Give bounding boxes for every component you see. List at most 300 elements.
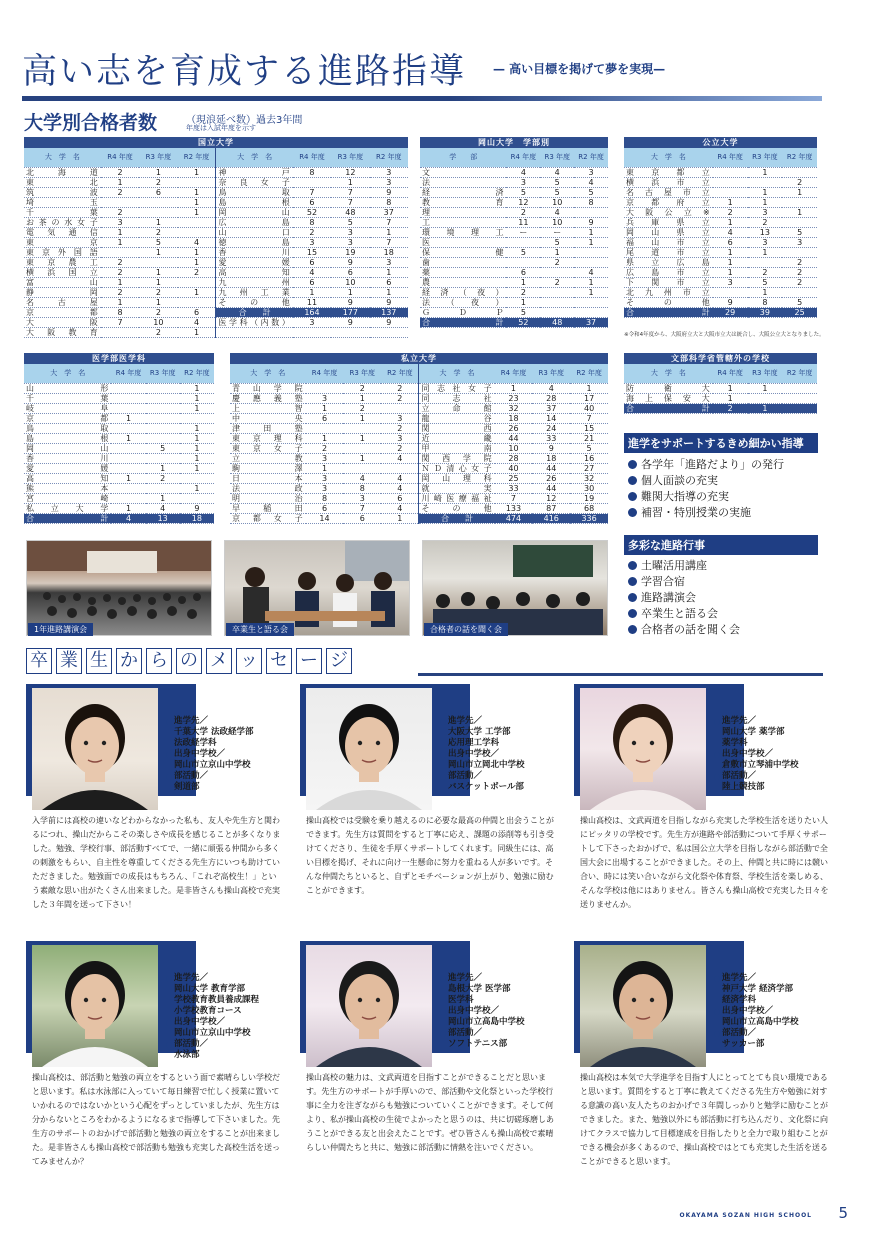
- count-r2: 4: [381, 503, 419, 513]
- count-r2: 9: [370, 297, 408, 307]
- alumni-talk-photo: [224, 540, 410, 636]
- count-r2: 4: [574, 177, 608, 187]
- table-row: [624, 167, 817, 177]
- univ-name: 防衛大: [626, 383, 711, 393]
- count-r2: 3: [381, 413, 419, 423]
- bullet-icon: [628, 460, 637, 469]
- univ-name: 合 計: [626, 403, 711, 413]
- count-r3: [748, 257, 783, 267]
- private-table: [230, 353, 608, 524]
- count-r4: 3: [506, 177, 540, 187]
- univ-name: 東京女子: [232, 443, 304, 453]
- table-row: [420, 267, 608, 277]
- alumni-portrait-art: [306, 688, 432, 810]
- alumni-portrait: [580, 945, 706, 1067]
- count-r3: ー: [540, 227, 574, 237]
- count-r4: 6: [293, 277, 331, 287]
- count-r3: 2: [139, 287, 177, 297]
- univ-name: 電気通信: [26, 227, 99, 237]
- univ-name: 宮崎: [26, 493, 110, 503]
- count-r2: 5: [782, 297, 817, 307]
- count-r4: 4: [506, 167, 540, 177]
- col-head-r4: R4 年度: [101, 148, 139, 167]
- event-item: [628, 605, 718, 621]
- count-r3: 7: [331, 197, 369, 207]
- school-value: 岡山市立高島中学校: [722, 1017, 799, 1027]
- count-r2: [574, 247, 608, 257]
- alumni-message: 操山高校は、文武両道を目指しながら充実した学校生活を送りたい人にピッタリの学校です。先生方が進路や部活動について手厚くサポートして下さったおかげで、私は国公立大学を目指しながら部活動で全国大会に出場することができました。その上、仲間と共に時には競い合い、時には笑い合いながら文化祭や体育祭、学校生活を楽しめる、そんな学校は他にはありません。皆さんも操山高校で充実した日々を送りませんか。: [580, 816, 829, 909]
- count-r3: 10: [540, 197, 574, 207]
- count-r3: 2: [540, 257, 574, 267]
- univ-name: 合 計: [422, 317, 505, 327]
- count-r3: 28: [532, 393, 570, 403]
- count-r3: 4: [532, 383, 570, 393]
- count-r3: 6: [139, 187, 177, 197]
- dest-line2: 学校教育教員養成課程: [174, 995, 260, 1005]
- table-row: [24, 443, 214, 453]
- table-row: [24, 393, 214, 403]
- count-r2: 3: [370, 177, 408, 187]
- univ-name: 法: [420, 177, 506, 187]
- medschool-table: [24, 353, 214, 524]
- count-r3: 10: [139, 317, 177, 327]
- count-r2: 9: [574, 217, 608, 227]
- count-r4: [713, 177, 748, 187]
- count-r3: 8: [748, 297, 783, 307]
- bullet-icon: [166, 719, 172, 725]
- club-value: 水泳部: [174, 1050, 200, 1060]
- club-label-row: [714, 1028, 799, 1039]
- count-r2: 7: [570, 413, 608, 423]
- count-r2: 1: [782, 187, 817, 197]
- count-r2: 37: [370, 207, 408, 217]
- count-r3: [540, 287, 574, 297]
- count-r2: 18: [370, 247, 408, 257]
- univ-name: 高知: [216, 267, 293, 277]
- univ-name: 工: [420, 217, 506, 227]
- table-row: [24, 413, 214, 423]
- count-r3: [540, 297, 574, 307]
- count-r3: 19: [331, 247, 369, 257]
- event-item: [628, 573, 685, 589]
- dest-label: 進学先／: [448, 716, 483, 726]
- count-r2: [782, 167, 817, 177]
- count-r3: 10: [331, 277, 369, 287]
- count-r2: 30: [570, 483, 608, 493]
- table-row: [230, 383, 608, 393]
- table-row: [24, 287, 408, 297]
- table-row: [624, 277, 817, 287]
- count-r3: [748, 393, 783, 403]
- event-item: [628, 557, 707, 573]
- univ-name: 就実: [419, 483, 495, 493]
- count-r4: [506, 257, 540, 267]
- count-r3: 5: [540, 177, 574, 187]
- univ-name: 明治: [232, 493, 304, 503]
- count-r2: 1: [180, 433, 214, 443]
- bullet-icon: [628, 508, 637, 517]
- count-r2: 2: [381, 443, 419, 453]
- univ-name: 徳島: [216, 237, 293, 247]
- univ-name: 青山学院: [232, 383, 304, 393]
- count-r4: 3: [293, 237, 331, 247]
- count-r3: 3: [343, 493, 381, 503]
- count-r2: [381, 403, 419, 413]
- count-r4: 1: [101, 177, 139, 187]
- count-r3: 5: [139, 237, 177, 247]
- alumni-message: 操山高校は本気で大学進学を目指す人にとってとても良い環境であると思います。質問をすると丁寧に教えてくださる先生方や勉強に対する意識の高い友人たちのおかげで３年間しっかりと勉学に励むことができました。また、勉強以外にも部活動に打ち込んだり、文化祭に向けてクラスで協力して目標達成を目指したりと全力で取り組むことができる機会が多くあるので、操山高校ではとても充実した生活を送ることができると思います。: [580, 1073, 828, 1166]
- univ-name: 環境理工: [422, 227, 505, 237]
- private-table-title: 私立大学: [230, 353, 608, 364]
- count-r2: 1: [370, 227, 408, 237]
- table-row: [420, 167, 608, 177]
- count-r2: [180, 413, 214, 423]
- event-item-label: 合格者の話を聞く会: [641, 623, 740, 636]
- count-r3: 1: [748, 187, 783, 197]
- count-r2: 4: [381, 483, 419, 493]
- alumni-card: [26, 684, 286, 944]
- count-r3: 1: [139, 277, 177, 287]
- count-r2: 1: [178, 207, 216, 217]
- count-r4: 8: [306, 493, 344, 503]
- table-row: [624, 187, 817, 197]
- univ-name: 愛媛: [26, 463, 110, 473]
- alumni-card: [26, 941, 286, 1201]
- univ-name: 同志社: [419, 393, 495, 403]
- univ-name: 神戸: [216, 167, 293, 177]
- count-r2: 9: [180, 503, 214, 513]
- school-label-row: [166, 1017, 259, 1028]
- univ-name: 北海道: [26, 167, 99, 177]
- univ-name: 日本: [232, 473, 304, 483]
- alumni-card: [300, 941, 560, 1201]
- alumni-portrait-art: [580, 945, 706, 1067]
- count-r3: 1: [748, 197, 783, 207]
- table-row: [230, 413, 608, 423]
- count-r2: 2: [782, 177, 817, 187]
- school-label-row: [440, 1006, 525, 1017]
- table-row: [24, 433, 214, 443]
- alumni-card: [574, 684, 834, 944]
- count-r3: [540, 267, 574, 277]
- messages-title: [26, 648, 352, 674]
- count-r3: 1: [139, 247, 177, 257]
- count-r4: 44: [495, 433, 533, 443]
- section-title: 大学別合格者数: [24, 112, 158, 134]
- event-item-label: 卒業生と語る会: [641, 607, 718, 620]
- count-r3: 4: [146, 503, 180, 513]
- count-r3: 1: [146, 493, 180, 503]
- univ-name: 名古屋: [26, 297, 99, 307]
- count-r4: 6: [306, 503, 344, 513]
- table-row: [230, 393, 608, 403]
- count-r4: 52: [506, 317, 540, 327]
- table-row: [24, 237, 408, 247]
- school-value: 岡山市立京山中学校: [174, 760, 251, 770]
- col-head-name: 大 学 名: [419, 364, 495, 383]
- count-r4: 52: [293, 207, 331, 217]
- count-r4: 9: [713, 297, 748, 307]
- page-number: 5: [838, 1204, 848, 1222]
- count-r3: 13: [748, 227, 783, 237]
- alumni-info: [440, 973, 525, 1050]
- count-r4: [111, 393, 145, 403]
- count-r3: 87: [532, 503, 570, 513]
- count-r3: [146, 433, 180, 443]
- event-item: [628, 589, 696, 605]
- school-label-row: [714, 749, 799, 760]
- univ-name: 奈良女子: [216, 177, 293, 187]
- count-r2: 4: [178, 237, 216, 247]
- count-r2: 6: [178, 307, 216, 317]
- count-r2: 3: [782, 237, 817, 247]
- dest-line2: 応用理工学科: [448, 738, 500, 748]
- messages-title-char: ッ: [236, 648, 262, 674]
- univ-name: 立命館: [419, 403, 495, 413]
- col-head-r4: R4 年度: [506, 148, 540, 167]
- support-item: [628, 472, 718, 488]
- count-r2: 8: [370, 197, 408, 207]
- count-r3: 1: [343, 413, 381, 423]
- table-row: [420, 297, 608, 307]
- col-head-r2: R2 年度: [180, 364, 214, 383]
- count-r4: [111, 463, 145, 473]
- count-r3: 48: [331, 207, 369, 217]
- messages-title-char: 業: [56, 648, 82, 674]
- count-r4: [713, 187, 748, 197]
- count-r3: 24: [532, 423, 570, 433]
- total-row: [624, 307, 817, 317]
- count-r2: 3: [370, 167, 408, 177]
- table-row: [24, 267, 408, 277]
- table-row: [624, 237, 817, 247]
- alumni-portrait-art: [32, 688, 158, 810]
- page-title: 高い志を育成する進路指導: [22, 52, 467, 92]
- count-r2: 32: [570, 473, 608, 483]
- univ-name: 慶應義塾: [232, 393, 304, 403]
- univ-name: 山形: [26, 383, 110, 393]
- table-row: [420, 187, 608, 197]
- univ-name: 大阪公立※: [626, 207, 711, 217]
- count-r3: 9: [331, 317, 369, 327]
- univ-name: 理: [420, 207, 506, 217]
- count-r4: 2: [293, 227, 331, 237]
- count-r3: 2: [146, 473, 180, 483]
- count-r2: 18: [180, 513, 214, 523]
- bullet-icon: [166, 774, 172, 780]
- count-r2: 3: [574, 167, 608, 177]
- count-r4: 3: [306, 483, 344, 493]
- count-r2: 1: [178, 167, 216, 177]
- alumni-message: 操山高校の魅力は、文武両道を目指すことができることだと思います。先生方のサポートが手厚いので、部活動や文化祭といった学校行事に全力を注ぎながらも勉強についていくことができます。そして何より、私が操山高校の生徒でよかったと思うのは、共に切磋琢磨しあうことができる友と出会えたことです。ぜひ皆さんも操山高校で素晴らしい仲間たちと共に、勉強に部活動に情熱を注いでください。: [306, 1073, 554, 1152]
- school-label-row: [440, 749, 525, 760]
- count-r4: 2: [713, 403, 748, 413]
- col-head-r4: R4 年度: [713, 364, 748, 383]
- dest-line3: 小学校教育コース: [174, 1006, 242, 1016]
- alumni-info: [714, 716, 799, 793]
- count-r3: 14: [532, 413, 570, 423]
- col-head-r4: R4 年度: [293, 148, 331, 167]
- univ-name: ＮＤ清心女子: [419, 463, 495, 473]
- col-head-r2: R2 年度: [178, 148, 216, 167]
- bullet-icon: [714, 1031, 720, 1037]
- count-r3: 4: [540, 207, 574, 217]
- col-head-name: 大 学 名: [624, 148, 713, 167]
- count-r4: [306, 383, 344, 393]
- col-head-r3: R3 年度: [748, 364, 783, 383]
- total-r2: 336: [570, 513, 608, 523]
- school-label: 出身中学校／: [174, 1017, 226, 1027]
- count-r3: 9: [532, 443, 570, 453]
- univ-name: 大阪教育: [26, 327, 99, 337]
- univ-name: 私立大学: [26, 503, 110, 513]
- bullet-icon: [440, 976, 446, 982]
- count-r3: 9: [331, 297, 369, 307]
- alumni-message: 操山高校は、部活動と勉強の両立をするという面で素晴らしい学校だと思います。私は水泳部に入っていて毎日練習で忙しく授業に置いていかれるのではないかという心配をずっとしていましたが、先生方は分からないところをわかるようになるまで指導して下さいました。先生方のサポートのおかげで部活動と勉強の両立をすることが出来ました。是非皆さんも操山高校で部活動も勉強も充実した高校生活を送ってみませんか？: [32, 1073, 280, 1166]
- table-row: [24, 503, 214, 513]
- count-r4: 1: [306, 433, 344, 443]
- col-head-r3: R3 年度: [748, 148, 783, 167]
- count-r3: [146, 423, 180, 433]
- col-head-r3: R3 年度: [146, 364, 180, 383]
- table-row: [24, 167, 408, 177]
- univ-name: 合 計: [626, 307, 711, 317]
- alumni-info: [440, 716, 525, 793]
- univ-name: 鳥取: [26, 423, 110, 433]
- count-r3: 3: [748, 237, 783, 247]
- messages-title-char: か: [116, 648, 142, 674]
- count-r2: 3: [370, 257, 408, 267]
- dest-label-row: [440, 973, 525, 984]
- club-label-row: [166, 771, 253, 782]
- table-row: [624, 247, 817, 257]
- support-item: [628, 504, 751, 520]
- count-r3: 2: [139, 227, 177, 237]
- count-r3: [540, 307, 574, 317]
- club-value: ソフトテニス部: [448, 1039, 508, 1049]
- count-r3: 1: [343, 393, 381, 403]
- messages-title-line: [418, 673, 823, 676]
- count-r4: 1: [101, 277, 139, 287]
- club-label-row: [714, 771, 799, 782]
- dest-line2: 医学科: [448, 995, 474, 1005]
- count-r2: 9: [370, 317, 408, 327]
- univ-name: 横浜国立: [26, 267, 99, 277]
- count-r4: 1: [101, 237, 139, 247]
- count-r4: 6: [293, 257, 331, 267]
- count-r4: 8: [101, 307, 139, 317]
- bullet-icon: [628, 577, 637, 586]
- table-row: [624, 177, 817, 187]
- count-r4: 1: [111, 503, 145, 513]
- univ-name: 香川: [26, 453, 110, 463]
- count-r3: 1: [139, 297, 177, 307]
- count-r2: 1: [178, 327, 216, 337]
- bullet-icon: [714, 719, 720, 725]
- alumni-info: [166, 973, 259, 1061]
- count-r3: 2: [139, 327, 177, 337]
- count-r4: [111, 453, 145, 463]
- bullet-icon: [714, 976, 720, 982]
- count-r4: 1: [306, 403, 344, 413]
- univ-name: 熊本: [26, 483, 110, 493]
- ministry-table: [624, 353, 817, 414]
- univ-name: 東京理科: [232, 433, 304, 443]
- alumni-info: [166, 716, 253, 793]
- alumni-talk-photo-caption: 卒業生と語る会: [226, 623, 294, 636]
- count-r2: 6: [381, 493, 419, 503]
- count-r2: 16: [570, 453, 608, 463]
- total-r4: 164: [293, 307, 331, 317]
- univ-name: 香川: [216, 247, 293, 257]
- count-r4: 28: [495, 453, 533, 463]
- col-head-r4: R4 年度: [111, 364, 145, 383]
- count-r2: 1: [370, 287, 408, 297]
- count-r2: 68: [570, 503, 608, 513]
- count-r4: 26: [495, 423, 533, 433]
- count-r3: 7: [331, 187, 369, 197]
- national-table-title: 国立大学: [24, 137, 408, 148]
- count-r2: 5: [570, 443, 608, 453]
- univ-name: 九州: [216, 277, 293, 287]
- univ-name: 京都府立: [626, 197, 711, 207]
- univ-name: 教育: [422, 197, 505, 207]
- bullet-icon: [166, 976, 172, 982]
- club-value: 剣道部: [174, 782, 200, 792]
- count-r3: [139, 207, 177, 217]
- table-row: [24, 197, 408, 207]
- bullet-icon: [166, 752, 172, 758]
- count-r2: 1: [574, 287, 608, 297]
- table-row: [624, 393, 817, 403]
- count-r4: 1: [713, 257, 748, 267]
- univ-name: 九州工業: [216, 287, 293, 297]
- count-r4: 5: [506, 307, 540, 317]
- table-row: [24, 217, 408, 227]
- count-r4: 12: [506, 197, 540, 207]
- univ-name: 東京農工: [26, 257, 99, 267]
- count-r2: [782, 247, 817, 257]
- count-r3: 2: [748, 217, 783, 227]
- club-value: 陸上競技部: [722, 782, 765, 792]
- table-row: [230, 493, 608, 503]
- count-r4: [111, 403, 145, 413]
- school-value: 岡山市立京山中学校: [174, 1028, 251, 1038]
- successful-students-photo-caption: 合格者の話を聞く会: [424, 623, 508, 636]
- univ-name: 医学科（内数）: [216, 317, 293, 327]
- count-r2: 9: [370, 187, 408, 197]
- count-r4: 6: [713, 237, 748, 247]
- count-r2: 1: [574, 237, 608, 247]
- univ-name: 静岡: [26, 287, 99, 297]
- count-r2: [381, 463, 419, 473]
- count-r3: 3: [331, 237, 369, 247]
- school-label: 出身中学校／: [448, 749, 500, 759]
- count-r2: 1: [180, 453, 214, 463]
- count-r4: 4: [111, 513, 145, 523]
- messages-title-char: ジ: [326, 648, 352, 674]
- count-r2: [178, 297, 216, 307]
- bullet-icon: [714, 1009, 720, 1015]
- col-head-name: 学 部: [420, 148, 506, 167]
- successful-students-photo: [422, 540, 608, 636]
- table-row: [624, 267, 817, 277]
- univ-name: 千葉: [26, 393, 110, 403]
- univ-name: その他: [216, 297, 293, 307]
- count-r3: 1: [331, 177, 369, 187]
- club-label: 部活動／: [448, 771, 483, 781]
- count-r3: 18: [532, 453, 570, 463]
